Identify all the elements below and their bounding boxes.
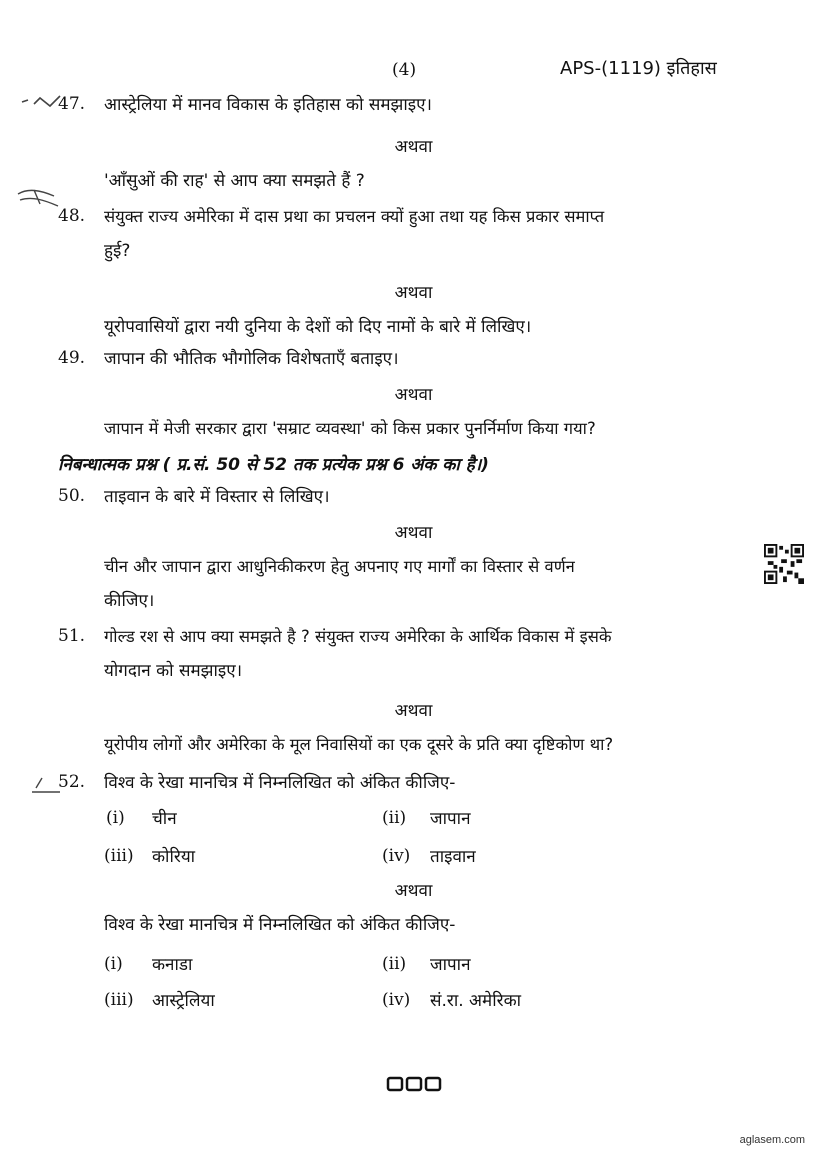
or-label-52: अथवा — [394, 881, 433, 901]
q52-item-2-label: (ii) — [382, 808, 407, 828]
q50-alt-line1: चीन और जापान द्वारा आधुनिकीकरण हेतु अपनाए गए मार्गों का विस्तार से वर्णन — [104, 557, 575, 576]
q49-number: 49. — [58, 348, 86, 368]
q52-alt-item-1-label: (i) — [104, 954, 123, 974]
q48-number: 48. — [58, 206, 86, 226]
paper-code: APS-(1119) इतिहास — [560, 58, 717, 79]
or-label-50: अथवा — [394, 523, 433, 543]
q52-item-4-value: ताइवान — [430, 847, 476, 867]
q49-text: जापान की भौतिक भौगोलिक विशेषताएँ बताइए। — [104, 349, 399, 369]
q50-text: ताइवान के बारे में विस्तार से लिखिए। — [104, 487, 330, 507]
q52-text: विश्व के रेखा मानचित्र में निम्नलिखित को अंकित कीजिए- — [104, 773, 456, 793]
section-heading: निबन्धात्मक प्रश्न ( प्र.सं. 50 से 52 तक प्रत्येक प्रश्न 6 अंक का है।) — [58, 455, 489, 475]
q47-alt: 'आँसुओं की राह' से आप क्या समझते हैं ? — [104, 171, 365, 191]
q52-item-1-label: (i) — [106, 808, 125, 828]
q50-number: 50. — [58, 486, 86, 506]
margin-scribble-icon-2 — [14, 186, 62, 212]
q48-alt: यूरोपवासियों द्वारा नयी दुनिया के देशों को दिए नामों के बारे में लिखिए। — [104, 317, 532, 337]
q52-item-4-label: (iv) — [382, 846, 411, 866]
page-number: (4) — [392, 60, 417, 80]
q50-alt-line2: कीजिए। — [104, 591, 155, 611]
end-of-paper-mark-icon — [386, 1075, 442, 1093]
q52-alt-item-2-label: (ii) — [382, 954, 407, 974]
q51-number: 51. — [58, 626, 86, 646]
q47-text: आस्ट्रेलिया में मानव विकास के इतिहास को समझाइए। — [104, 95, 432, 115]
q51-alt: यूरोपीय लोगों और अमेरिका के मूल निवासियों का एक दूसरे के प्रति क्या दृष्टिकोण था? — [104, 735, 614, 754]
q52-number: 52. — [58, 772, 86, 792]
q51-text-line2: योगदान को समझाइए। — [104, 661, 243, 681]
or-label-47: अथवा — [394, 137, 433, 157]
q52-alt-item-1-value: कनाडा — [152, 955, 193, 975]
q48-text-line1: संयुक्त राज्य अमेरिका में दास प्रथा का प्रचलन क्यों हुआ तथा यह किस प्रकार समाप्त — [104, 207, 605, 226]
q52-alt: विश्व के रेखा मानचित्र में निम्नलिखित को अंकित कीजिए- — [104, 915, 456, 935]
q52-item-3-value: कोरिया — [152, 847, 196, 867]
q52-alt-item-2-value: जापान — [430, 955, 471, 975]
qr-code-icon — [764, 544, 804, 584]
q52-item-3-label: (iii) — [104, 846, 134, 866]
q52-alt-item-4-label: (iv) — [382, 990, 411, 1010]
q52-alt-item-3-value: आस्ट्रेलिया — [152, 991, 215, 1011]
q52-alt-item-4-value: सं.रा. अमेरिका — [430, 991, 522, 1011]
q49-alt: जापान में मेजी सरकार द्वारा 'सम्राट व्यवस्था' को किस प्रकार पुनर्निर्माण किया गया? — [104, 419, 596, 438]
q51-text-line1: गोल्ड रश से आप क्या समझते है ? संयुक्त राज्य अमेरिका के आर्थिक विकास में इसके — [104, 627, 612, 646]
watermark-site: aglasem.com — [739, 1134, 805, 1146]
or-label-48: अथवा — [394, 283, 433, 303]
q52-alt-item-3-label: (iii) — [104, 990, 134, 1010]
q52-item-2-value: जापान — [430, 809, 471, 829]
q52-item-1-value: चीन — [152, 809, 177, 829]
or-label-49: अथवा — [394, 385, 433, 405]
q48-text-line2: हुई? — [104, 241, 131, 261]
or-label-51: अथवा — [394, 701, 433, 721]
q47-number: 47. — [58, 94, 86, 114]
